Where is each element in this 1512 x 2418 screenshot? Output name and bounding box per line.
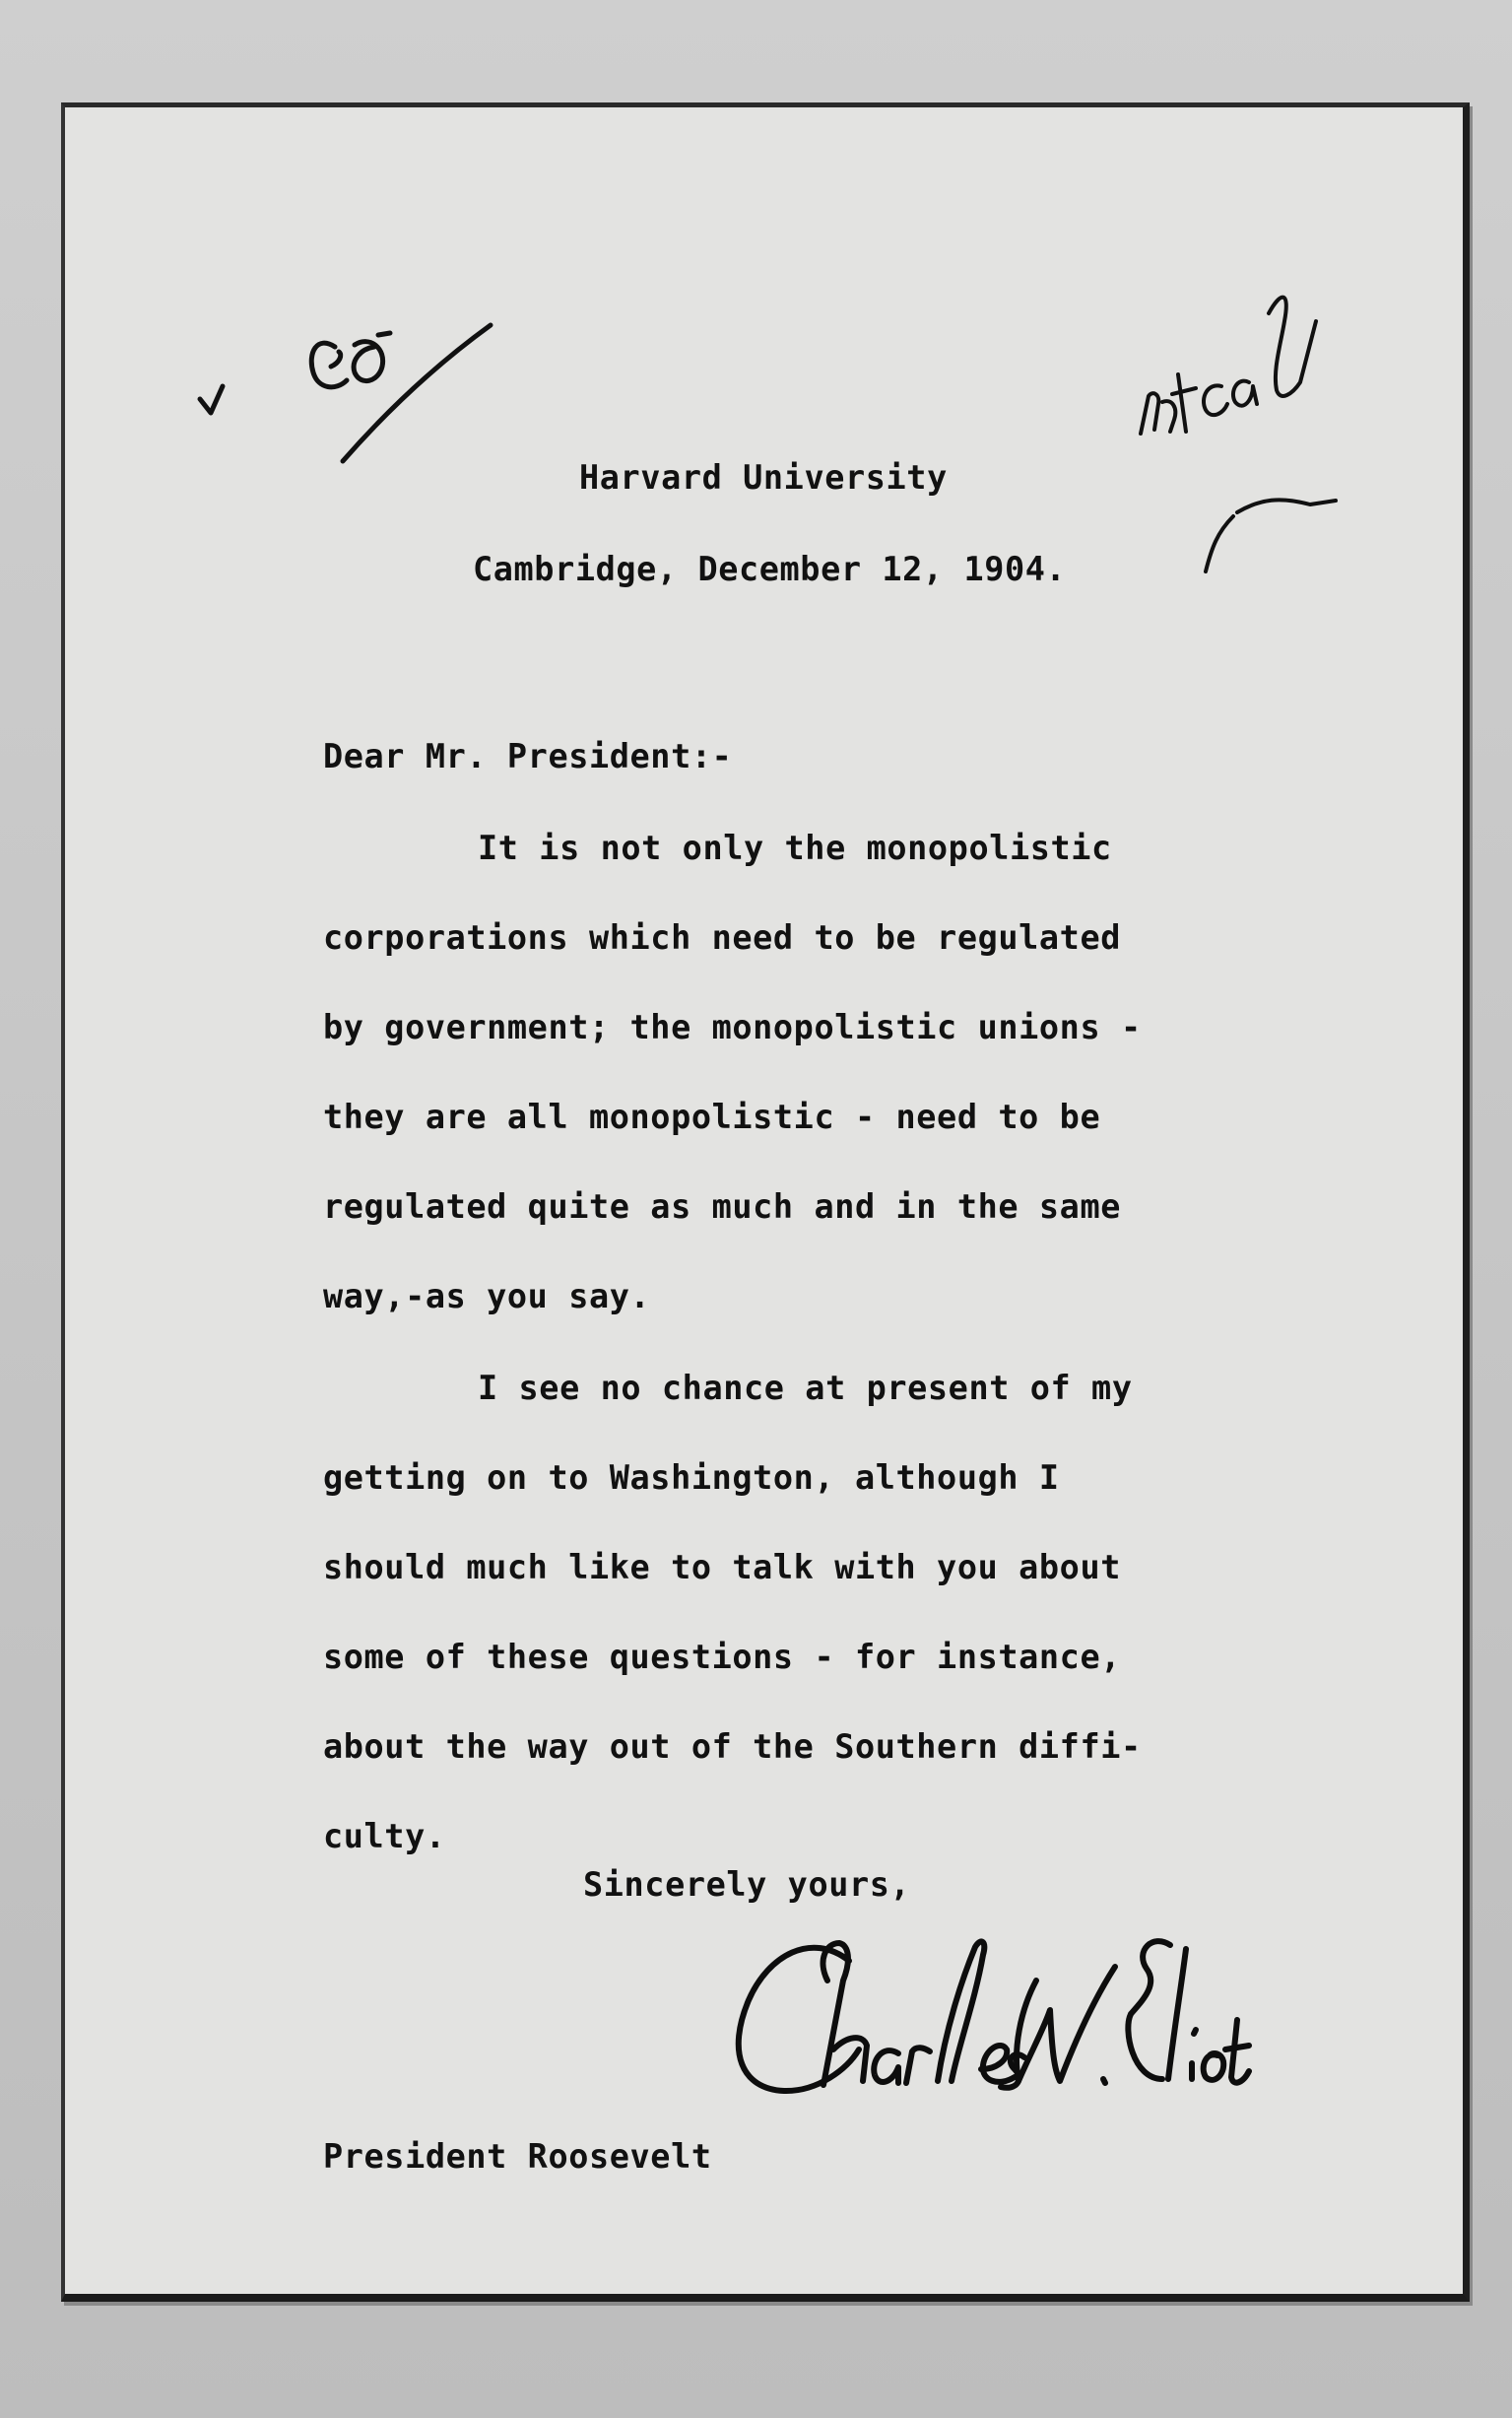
recipient: President Roosevelt (323, 2137, 712, 2176)
paragraph-2-line-4: some of these questions - for instance, (323, 1638, 1121, 1676)
paragraph-1-line-6: way,-as you say. (323, 1277, 651, 1315)
paragraph-2-line-5: about the way out of the Southern diffi- (323, 1727, 1142, 1766)
paragraph-1-line-4: they are all monopolistic - need to be (323, 1098, 1101, 1136)
paragraph-2-line-3: should much like to talk with you about (323, 1548, 1121, 1586)
paragraph-1-line-5: regulated quite as much and in the same (323, 1187, 1121, 1226)
salutation: Dear Mr. President:- (323, 737, 733, 775)
letterhead-place-date: Cambridge, December 12, 1904. (473, 550, 1067, 588)
paragraph-2-line-2: getting on to Washington, although I (323, 1458, 1060, 1497)
closing: Sincerely yours, (583, 1865, 911, 1904)
paragraph-1-line-2: corporations which need to be regulated (323, 918, 1121, 957)
letterhead-institution: Harvard University (579, 458, 948, 497)
paragraph-1-line-3: by government; the monopolistic unions - (323, 1008, 1142, 1046)
paragraph-2-line-6: culty. (323, 1817, 446, 1855)
paragraph-1-line-1: It is not only the monopolistic (478, 829, 1112, 867)
paragraph-2-line-1: I see no chance at present of my (478, 1369, 1133, 1407)
